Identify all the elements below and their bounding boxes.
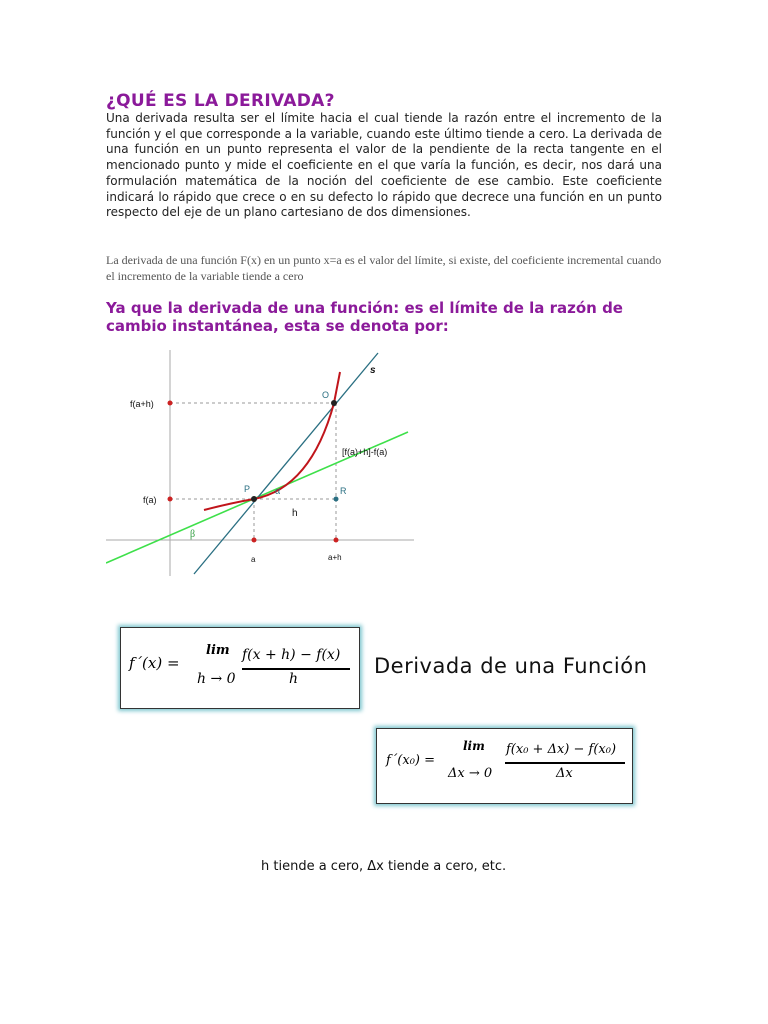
label-ah: a+h [328,553,342,562]
label-diff: [f(a)+h]-f(a) [342,447,388,457]
page-title: ¿QUÉ ES LA DERIVADA? [106,91,335,111]
point-R [334,497,339,502]
formula1-lim: lim [206,643,230,658]
formula2-lim: lim [463,739,485,753]
tick-ah [334,538,339,543]
notation-subheading: Ya que la derivada de una función: es el límite de la razón de cambio instantánea, esta se denota por: [106,299,623,335]
derivative-diagram [106,350,416,578]
label-fah: f(a+h) [130,399,154,409]
label-a: a [251,555,256,564]
formula1-caption: Derivada de una Función [374,654,648,678]
formula1-lhs: f´(x) = [129,654,180,672]
secant-line [194,353,378,574]
label-alpha: α [275,486,281,497]
label-P: P [244,484,251,494]
formula2-lhs: f´(x₀) = [386,753,436,768]
formula2-denominator: Δx [556,766,573,781]
tick-a [252,538,257,543]
definition-paragraph: Una derivada resulta ser el límite hacia el cual tiende la razón entre el incremento de la función y el que corresponde a la variable, cuando este último tiende a cero. La derivada de una función en un punto representa el valor de la pendiente de la recta tangente en el mencionado punto y mide el coeficiente en el que varía la función, es decir, nos dará una formulación matemática de la noción del coeficiente de ese cambio. Este coeficiente indicará lo rápido que crece o en su defecto lo rápido que decrece una función en un punto respecto del eje de un plano cartesiano de dos dimensiones. [106,111,662,220]
limit-definition-paragraph: La derivada de una función F(x) en un punto x=a es el valor del límite, si existe, del coeficiente incremental cuando el incremento de la variable tiende a cero [106,253,662,283]
label-O: O [322,390,330,400]
formula1-fraction-bar [242,668,350,670]
function-curve [204,372,340,510]
tick-fah [168,401,173,406]
derivative-point-formula-box [376,728,633,804]
derivative-formula-box [120,627,360,709]
tick-fa [168,497,173,502]
formula1-numerator: f(x + h) − f(x) [242,647,341,663]
label-R: R [340,486,347,496]
formula2-limsub: Δx → 0 [448,766,493,781]
label-h: h [292,508,298,519]
formula2-fraction-bar [505,762,625,764]
formula1-denominator: h [289,671,299,687]
formula2-numerator: f(x₀ + Δx) − f(x₀) [506,742,617,757]
footnote-text: h tiende a cero, Δx tiende a cero, etc. [261,859,507,874]
formula1-limsub: h → 0 [197,671,236,687]
point-O [331,400,337,406]
point-P [251,496,257,502]
label-s: s [370,365,376,376]
label-fa: f(a) [143,495,157,505]
label-beta: β [190,529,196,540]
